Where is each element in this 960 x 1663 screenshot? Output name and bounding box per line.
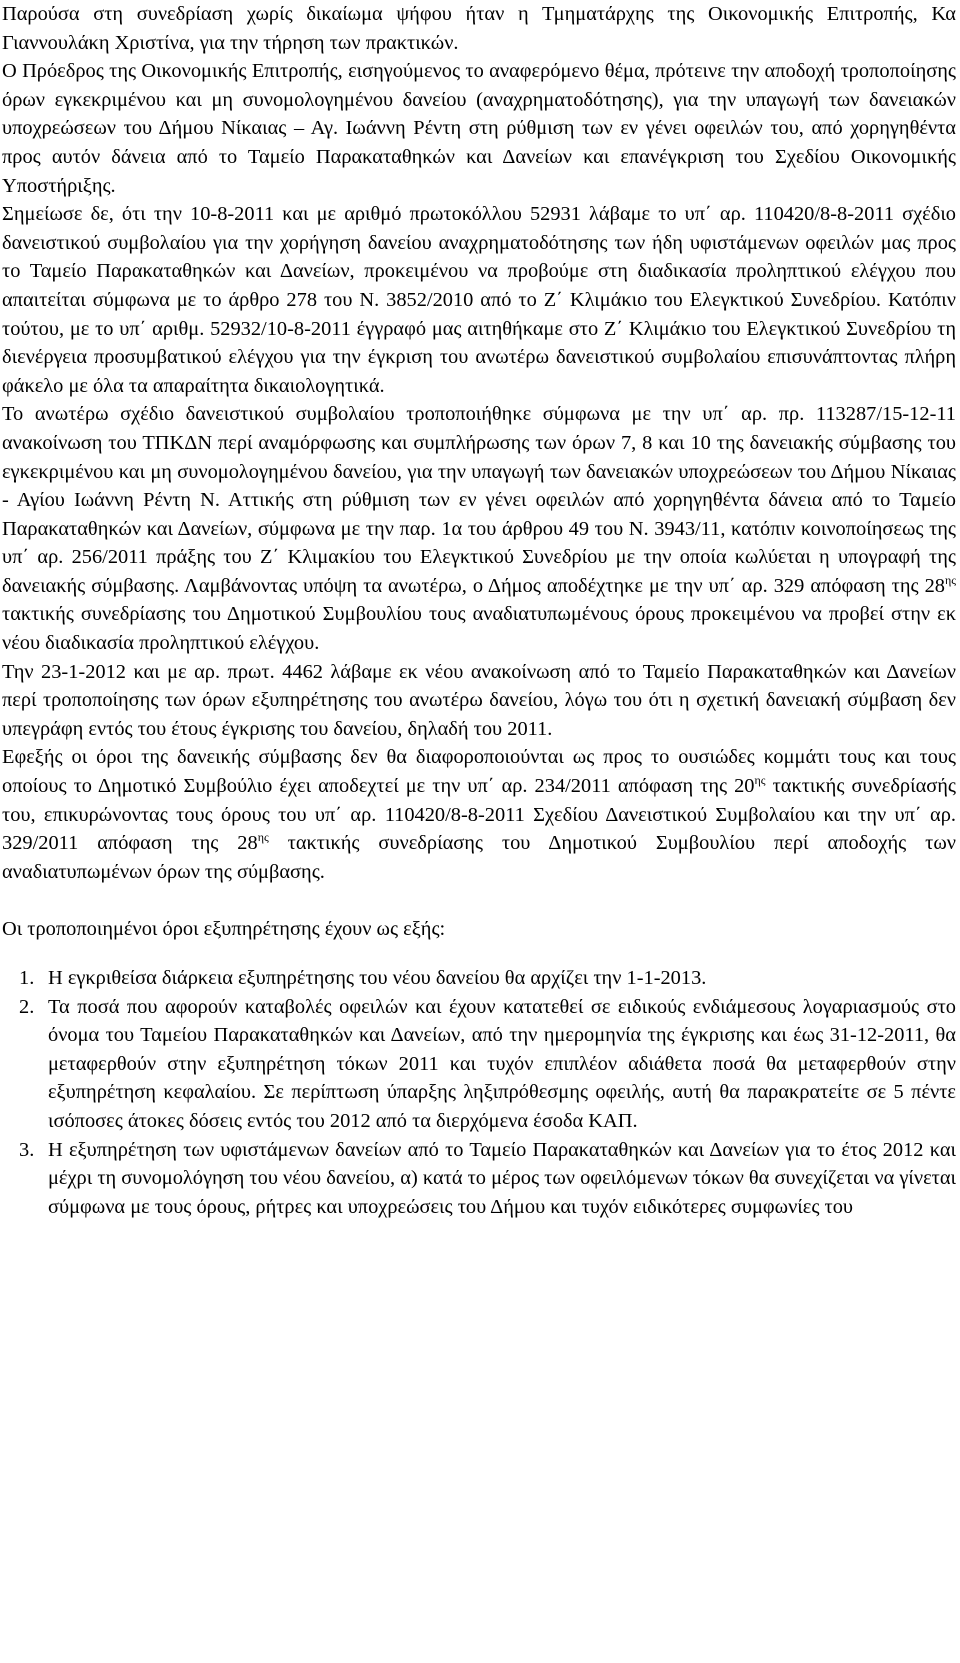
paragraph-text-continued: τακτικής συνεδρίασης του Δημοτικού Συμβουλίου περί αποδοχής των αναδιατυπωμένων όρων της σύμβασης. <box>2 832 956 883</box>
paragraph-contract-amendment <box>2 400 956 657</box>
paragraph-text: Παρούσα στη συνεδρίαση χωρίς δικαίωμα ψήφου ήταν η Τμηματάρχης της Οικονομικής Επιτροπής, Κα Γιαννουλάκη Χριστίνα, για την τήρηση των πρακτικών. <box>2 3 956 54</box>
document-page <box>2 0 956 1221</box>
list-item-number: 1. <box>19 967 35 989</box>
ordinal-superscript: ης <box>944 573 956 588</box>
terms-list <box>2 964 956 1221</box>
paragraph-text: Ο Πρόεδρος της Οικονομικής Επιτροπής, εισηγούμενος το αναφερόμενο θέμα, πρότεινε την αποδοχή τροποποίησης όρων εγκεκριμένου και μη συνομολογημένου δανείου (αναχρηματοδότησης), για την υπαγωγή των δανειακών υποχρεώσεων του Δήμου Νίκαιας – Αγ. Ιωάννη Ρέντη στη ρύθμιση των εν γένει οφειλών του, από χορηγηθέντα προς αυτόν δάνεια από το Ταμείο Παρακαταθηκών και Δανείων και επανέγκριση του Σχεδίου Οικονομικής Υποστήριξης. <box>2 60 956 197</box>
paragraph-terms-unchanged <box>2 743 956 886</box>
paragraph-text: Την 23-1-2012 και με αρ. πρωτ. 4462 λάβαμε εκ νέου ανακοίνωση από το Ταμείο Παρακαταθηκών και Δανείων περί τροποποίησης των όρων εξυπηρέτησης του ανωτέρω δανείου, λόγω του ότι η σχετική δανειακή σύμβαση δεν υπεγράφη εντός του έτους έγκρισης του δανείου, δηλαδή του 2011. <box>2 660 956 740</box>
list-item-text: Η εξυπηρέτηση των υφιστάμενων δανείων από το Ταμείο Παρακαταθηκών και Δανείων για το έτος 2012 και μέχρι τη συνομολόγηση του νέου δανείου, α) κατά το μέρος των οφειλόμενων τόκων θα συνεχίζεται να γίνεται σύμφωνα με τους όρους, ρήτρες και υποχρεώσεις του Δήμου και τυχόν ειδικότερες συμφωνίες του <box>48 1138 956 1218</box>
terms-heading: Οι τροποποιημένοι όροι εξυπηρέτησης έχουν ως εξής: <box>2 918 446 941</box>
paragraph-proposal <box>2 57 956 200</box>
paragraph-text: Το ανωτέρω σχέδιο δανειστικού συμβολαίου τροποποιήθηκε σύμφωνα με την υπ΄ αρ. πρ. 113287/15-12-11 ανακοίνωση του ΤΠΚΔΝ περί αναμόρφωσης και συμπλήρωσης των όρων 7, 8 και 10 της δανειακής σύμβασης του εγκεκριμένου και μη συνομολογημένου δανείου, για την υπαγωγή των δανειακών υποχρεώσεων του Δήμου Νίκαιας - Αγίου Ιωάννη Ρέντη Ν. Αττικής στη ρύθμιση των εν γένει οφειλών από χορηγηθέντα δάνεια από το Ταμείο Παρακαταθηκών και Δανείων, σύμφωνα με την παρ. 1α του άρθρου 49 του Ν. 3943/11, κατόπιν κοινοποίησεως της υπ΄ αρ. 256/2011 πράξης του Ζ΄ Κλιμακίου του Ελεγκτικού Συνεδρίου με την οποία κωλύεται η υπογραφή της δανειακής σύμβασης. Λαμβάνοντας υπόψη τα ανωτέρω, ο Δήμος αποδέχτηκε με την υπ΄ αρ. 329 απόφαση της 28 <box>2 403 956 597</box>
paragraph-text: Εφεξής οι όροι της δανεικής σύμβασης δεν θα διαφοροποιούνται ως προς το ουσιώδες κομμάτι τους και τους οποίους το Δημοτικό Συμβούλιο έχει αποδεχτεί με την υπ΄ αρ. 234/2011 απόφαση της 20 <box>2 746 956 798</box>
paragraph-text-continued: τακτικής συνεδρίασης του Δημοτικού Συμβουλίου τους αναδιατυπωμένους όρους προκειμένου να προβεί στην εκ νέου διαδικασία προληπτικού ελέγχου. <box>2 603 956 655</box>
paragraph-loan-contract-draft <box>2 200 956 400</box>
ordinal-superscript: ης <box>257 830 269 845</box>
paragraph-secretary-presence <box>2 0 956 57</box>
list-item-text: Η εγκριθείσα διάρκεια εξυπηρέτησης του νέου δανείου θα αρχίζει την 1-1-2013. <box>48 967 707 989</box>
list-item-number: 2. <box>19 995 35 1018</box>
list-item <box>19 964 956 993</box>
paragraph-text: Σημείωσε δε, ότι την 10-8-2011 και με αριθμό πρωτοκόλλου 52931 λάβαμε το υπ΄ αρ. 110420/8-8-2011 σχέδιο δανειστικού συμβολαίου για την χορήγηση δανείου αναχρηματοδότησης των ήδη υφιστάμενων οφειλών μας προς το Ταμείο Παρακαταθηκών και Δανείων, προκειμένου να προβούμε στη διαδικασία προληπτικού ελέγχου που απαιτείται σύμφωνα με το άρθρο 278 του Ν. 3852/2010 από το Ζ΄ Κλιμάκιο του Ελεγκτικού Συνεδρίου. Κατόπιν τούτου, με το υπ΄ αριθμ. 52932/10-8-2011 έγγραφό μας αιτηθήκαμε στο Ζ΄ Κλιμάκιο του Ελεγκτικού Συνεδρίου τη διενέργεια προσυμβατικού ελέγχου για την έγκριση του ανωτέρω δανειστικού συμβολαίου επισυνάπτοντας πλήρη φάκελο με όλα τα απαραίτητα δικαιολογητικά. <box>2 203 956 397</box>
paragraph-text-continued: τακτικής συνεδρίασής του, επικυρώνοντας τους όρους του υπ΄ αρ. 110420/8-8-2011 Σχεδίου Δανειστικού Συμβολαίου και την υπ΄ αρ. 329/2011 απόφαση της 28 <box>2 775 956 855</box>
ordinal-superscript: ης <box>754 773 766 788</box>
paragraph-new-notice <box>2 658 956 744</box>
list-item <box>19 993 956 1136</box>
list-item-text: Τα ποσά που αφορούν καταβολές οφειλών και έχουν κατατεθεί σε ειδικούς ενδιάμεσους λογαριασμούς στο όνομα του Ταμείου Παρακαταθηκών και Δανείων, από την ημερομηνία της έγκρισης και έως 31-12-2011, θα μεταφερθούν στην εξυπηρέτηση τόκων 2011 και τυχόν επιπλέον αδιάθετα ποσά θα μεταφερθούν στην εξυπηρέτηση κεφαλαίου. Σε περίπτωση ύπαρξης ληξιπρόθεσμης οφειλής, αυτή θα παρακρατείτε σε 5 πέντε ισόποσες άτοκες δόσεις εντός του 2012 από τα διερχόμενα έσοδα ΚΑΠ. <box>48 995 956 1132</box>
blank-line <box>2 886 956 915</box>
list-item <box>19 1136 956 1222</box>
list-item-number: 3. <box>19 1138 35 1161</box>
